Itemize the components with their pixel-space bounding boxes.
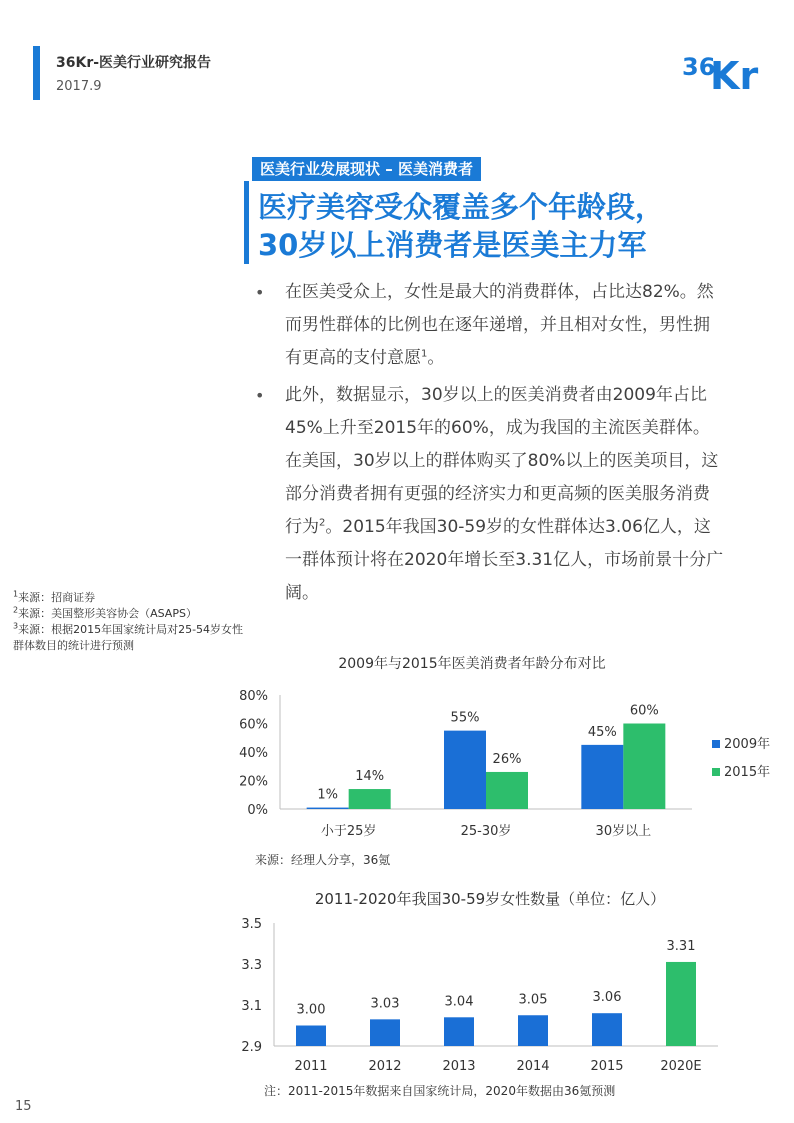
female-population-chart: [230, 912, 750, 1080]
bullet-dot-icon: •: [255, 283, 265, 302]
legend-swatch: [712, 768, 720, 776]
bullet-list: [255, 276, 725, 614]
bullet-text-tail: 。2015年我国30-59岁的女性群体达3.06亿人，这一群体预计将在2020年增长至3.31亿人，市场前景十分广阔。: [285, 517, 724, 603]
report-title: 36Kr-医美行业研究报告: [56, 55, 212, 71]
bar: [307, 808, 349, 809]
footnote-number: 2: [13, 605, 19, 615]
header-accent-bar: [33, 46, 40, 100]
footnotes: [13, 590, 253, 654]
bar: [486, 772, 528, 809]
y-tick-label: 2.9: [241, 1040, 262, 1055]
data-label: 3.03: [370, 996, 400, 1012]
bar: [592, 1013, 622, 1046]
footnote-number: 1: [13, 589, 19, 599]
bullet-text-tail: 。: [427, 348, 445, 368]
page-number: 15: [15, 1099, 32, 1114]
y-tick-label: 0%: [247, 803, 268, 818]
data-label: 3.31: [666, 938, 696, 954]
x-tick-label: 30岁以上: [595, 824, 652, 839]
data-label: 3.04: [444, 994, 474, 1010]
data-label: 26%: [492, 751, 522, 767]
bullet-footnote-ref: 1: [421, 348, 428, 360]
data-label: 3.05: [518, 992, 548, 1008]
x-tick-label: 2015: [590, 1059, 624, 1074]
x-tick-label: 2014: [516, 1059, 550, 1074]
chart1-title: 2009年与2015年医美消费者年龄分布对比: [338, 656, 606, 672]
x-tick-label: 2011: [294, 1059, 328, 1074]
legend-label: 2015年: [724, 765, 771, 780]
legend-label: 2009年: [724, 737, 771, 752]
y-tick-label: 3.3: [241, 958, 262, 973]
data-label: 60%: [629, 703, 659, 719]
chart2-note: 注：2011-2015年数据来自国家统计局，2020年数据由36氪预测: [264, 1084, 616, 1098]
bar: [444, 731, 486, 809]
36kr-logo: [682, 45, 766, 93]
footnote: [13, 606, 253, 622]
bar: [623, 724, 665, 810]
data-label: 14%: [355, 769, 385, 785]
footnote-text: 来源：美国整形美容协会（ASAPS）: [18, 607, 197, 620]
x-tick-label: 小于25岁: [320, 824, 377, 839]
bar: [349, 789, 391, 809]
footnote: [13, 622, 253, 654]
footnote-text: 来源：招商证券: [18, 591, 96, 604]
data-label: 3.06: [592, 990, 622, 1006]
bar: [581, 745, 623, 809]
footnote: [13, 590, 253, 606]
x-tick-label: 2020E: [660, 1059, 702, 1074]
footnote-text: 来源：根据2015年国家统计局对25-54岁女性群体数目的统计进行预测: [13, 623, 244, 652]
y-tick-label: 3.5: [241, 917, 262, 932]
data-label: 55%: [450, 710, 480, 726]
bar: [518, 1015, 548, 1046]
bar: [296, 1026, 326, 1047]
y-tick-label: 3.1: [241, 999, 262, 1014]
page-title-line2: 30岁以上消费者是医美主力军: [258, 228, 647, 262]
y-tick-label: 20%: [239, 774, 268, 790]
chart1-source: 来源：经理人分享，36氪: [255, 853, 391, 867]
y-tick-label: 40%: [239, 746, 268, 761]
bullet-text: 在医美受众上，女性是最大的消费群体，占比达82%。然而男性群体的比例也在逐年递增，并且相对女性，男性拥有更高的支付意愿: [285, 282, 714, 368]
y-tick-label: 80%: [239, 689, 268, 704]
bar: [666, 962, 696, 1046]
svg-text:Kr: Kr: [710, 54, 759, 93]
data-label: 1%: [317, 787, 338, 803]
title-accent-bar: [244, 181, 249, 264]
bullet-dot-icon: •: [255, 386, 265, 405]
bar: [444, 1017, 474, 1046]
report-date: 2017.9: [56, 79, 102, 94]
bullet-item: [255, 276, 725, 375]
bar: [370, 1019, 400, 1046]
page-title: [258, 188, 758, 264]
x-tick-label: 25-30岁: [460, 824, 512, 839]
x-tick-label: 2012: [368, 1059, 402, 1074]
section-tag: 医美行业发展现状 – 医美消费者: [252, 157, 481, 181]
bullet-item: [255, 379, 725, 610]
y-tick-label: 60%: [239, 717, 268, 733]
data-label: 3.00: [296, 1002, 326, 1018]
x-tick-label: 2013: [442, 1059, 476, 1074]
chart2-title: 2011-2020年我国30-59岁女性数量（单位：亿人）: [314, 890, 666, 908]
legend-swatch: [712, 740, 720, 748]
bullet-text: 此外，数据显示，30岁以上的医美消费者由2009年占比45%上升至2015年的60%，成为我国的主流医美群体。在美国，30岁以上的群体购买了80%以上的医美项目，这部分消费者拥有更强的经济实力和更高频的医美服务消费行为: [285, 385, 719, 537]
footnote-number: 3: [13, 621, 19, 631]
bullet-footnote-ref: 2: [319, 517, 326, 529]
age-distribution-chart: [230, 680, 790, 850]
data-label: 45%: [587, 724, 617, 740]
svg-text:36: 36: [682, 53, 716, 81]
page-title-line1: 医疗美容受众覆盖多个年龄段，: [258, 190, 665, 224]
